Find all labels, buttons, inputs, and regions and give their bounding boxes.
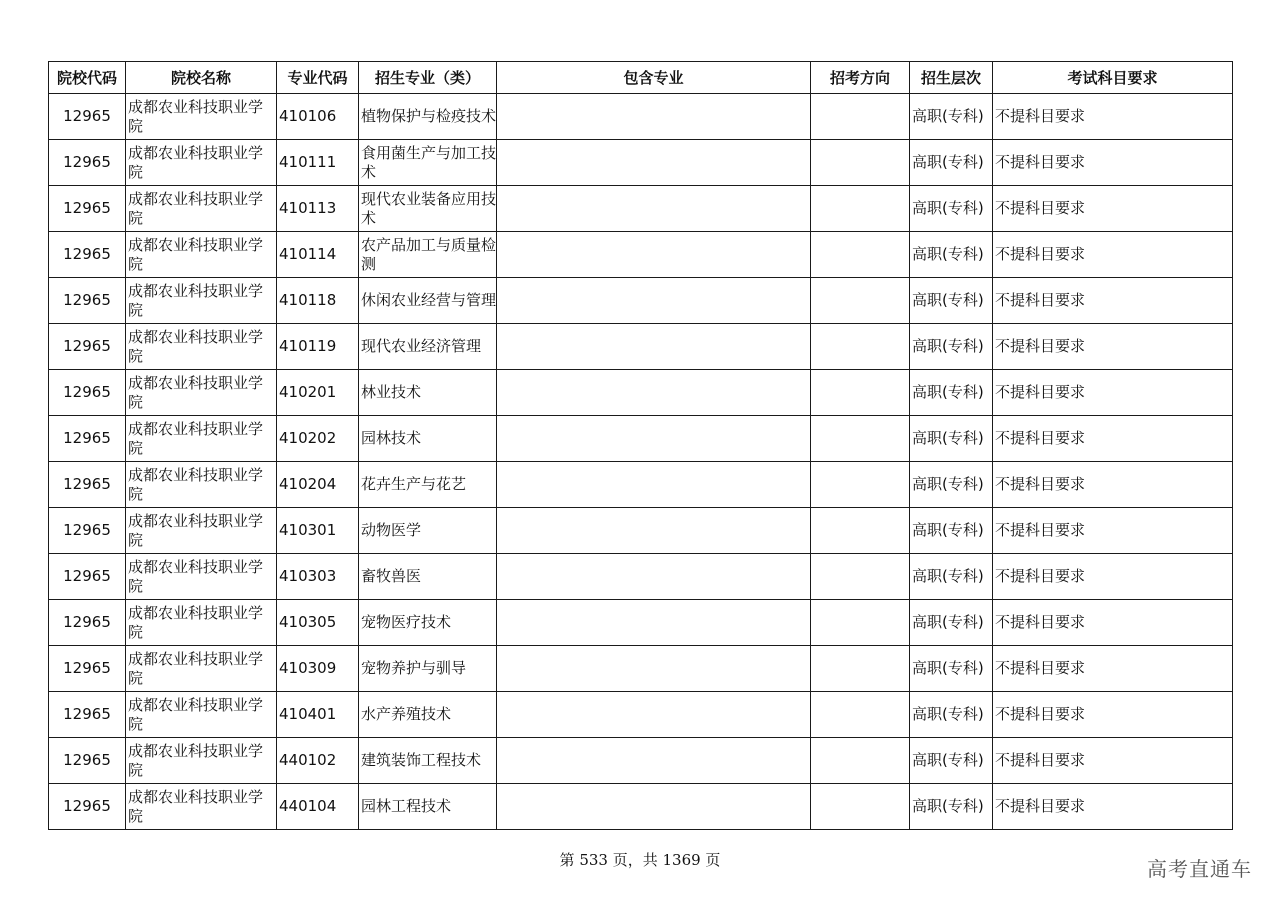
cell-school-code: 12965 [49,462,126,508]
header-school-code: 院校代码 [49,62,126,94]
table-row [49,186,1233,232]
cell-major-code: 410106 [277,94,359,140]
cell-major: 动物医学 [359,508,497,554]
cell-subject-requirements: 不提科目要求 [993,324,1233,370]
table-row [49,554,1233,600]
table-row [49,370,1233,416]
table-row [49,692,1233,738]
cell-school-name: 成都农业科技职业学院 [126,784,277,830]
cell-level: 高职(专科) [910,416,993,462]
cell-direction [811,416,910,462]
cell-school-code: 12965 [49,416,126,462]
cell-included-majors [497,508,811,554]
watermark: 高考直通车 [1147,857,1252,881]
cell-level: 高职(专科) [910,554,993,600]
table-row [49,232,1233,278]
cell-direction [811,554,910,600]
cell-subject-requirements: 不提科目要求 [993,692,1233,738]
cell-school-name: 成都农业科技职业学院 [126,186,277,232]
cell-included-majors [497,278,811,324]
cell-direction [811,186,910,232]
cell-school-code: 12965 [49,692,126,738]
cell-included-majors [497,646,811,692]
cell-school-name: 成都农业科技职业学院 [126,738,277,784]
cell-school-name: 成都农业科技职业学院 [126,278,277,324]
cell-level: 高职(专科) [910,784,993,830]
cell-major: 畜牧兽医 [359,554,497,600]
header-school-name: 院校名称 [126,62,277,94]
cell-school-name: 成都农业科技职业学院 [126,370,277,416]
cell-school-code: 12965 [49,186,126,232]
cell-school-name: 成都农业科技职业学院 [126,94,277,140]
cell-school-name: 成都农业科技职业学院 [126,692,277,738]
cell-subject-requirements: 不提科目要求 [993,554,1233,600]
cell-included-majors [497,370,811,416]
header-level: 招生层次 [910,62,993,94]
cell-major-code: 410202 [277,416,359,462]
cell-major: 现代农业经济管理 [359,324,497,370]
cell-direction [811,462,910,508]
cell-school-code: 12965 [49,278,126,324]
cell-subject-requirements: 不提科目要求 [993,784,1233,830]
cell-direction [811,738,910,784]
cell-subject-requirements: 不提科目要求 [993,600,1233,646]
header-subject-requirements: 考试科目要求 [993,62,1233,94]
cell-major: 农产品加工与质量检测 [359,232,497,278]
cell-direction [811,646,910,692]
cell-school-code: 12965 [49,94,126,140]
cell-major: 食用菌生产与加工技术 [359,140,497,186]
cell-school-name: 成都农业科技职业学院 [126,140,277,186]
cell-major: 植物保护与检疫技术 [359,94,497,140]
cell-school-code: 12965 [49,508,126,554]
cell-school-code: 12965 [49,554,126,600]
cell-included-majors [497,232,811,278]
cell-major: 建筑装饰工程技术 [359,738,497,784]
cell-subject-requirements: 不提科目要求 [993,140,1233,186]
cell-level: 高职(专科) [910,94,993,140]
header-major: 招生专业（类） [359,62,497,94]
cell-major: 宠物医疗技术 [359,600,497,646]
cell-direction [811,278,910,324]
table-row [49,324,1233,370]
cell-school-name: 成都农业科技职业学院 [126,508,277,554]
cell-major: 现代农业装备应用技术 [359,186,497,232]
cell-included-majors [497,462,811,508]
cell-included-majors [497,554,811,600]
cell-subject-requirements: 不提科目要求 [993,186,1233,232]
cell-direction [811,232,910,278]
cell-school-code: 12965 [49,784,126,830]
cell-school-code: 12965 [49,232,126,278]
cell-direction [811,692,910,738]
cell-level: 高职(专科) [910,324,993,370]
cell-direction [811,600,910,646]
cell-school-name: 成都农业科技职业学院 [126,554,277,600]
cell-school-code: 12965 [49,738,126,784]
cell-direction [811,784,910,830]
cell-major-code: 410204 [277,462,359,508]
cell-level: 高职(专科) [910,140,993,186]
cell-subject-requirements: 不提科目要求 [993,508,1233,554]
cell-subject-requirements: 不提科目要求 [993,94,1233,140]
cell-major-code: 410309 [277,646,359,692]
cell-school-name: 成都农业科技职业学院 [126,646,277,692]
cell-school-code: 12965 [49,370,126,416]
cell-level: 高职(专科) [910,738,993,784]
table-row [49,646,1233,692]
page-number: 第 533 页，共 1369 页 [559,851,721,869]
cell-major-code: 410301 [277,508,359,554]
admissions-table [48,61,1233,830]
cell-school-code: 12965 [49,140,126,186]
cell-level: 高职(专科) [910,508,993,554]
cell-school-name: 成都农业科技职业学院 [126,324,277,370]
cell-school-name: 成都农业科技职业学院 [126,600,277,646]
cell-subject-requirements: 不提科目要求 [993,232,1233,278]
cell-direction [811,94,910,140]
header-major-code: 专业代码 [277,62,359,94]
cell-direction [811,508,910,554]
cell-included-majors [497,600,811,646]
cell-included-majors [497,738,811,784]
cell-major-code: 410401 [277,692,359,738]
cell-major-code: 410114 [277,232,359,278]
cell-school-code: 12965 [49,646,126,692]
header-included-majors: 包含专业 [497,62,811,94]
cell-major-code: 410305 [277,600,359,646]
cell-school-name: 成都农业科技职业学院 [126,416,277,462]
cell-subject-requirements: 不提科目要求 [993,646,1233,692]
cell-school-name: 成都农业科技职业学院 [126,462,277,508]
table-row [49,600,1233,646]
cell-level: 高职(专科) [910,370,993,416]
cell-major: 花卉生产与花艺 [359,462,497,508]
cell-subject-requirements: 不提科目要求 [993,370,1233,416]
cell-level: 高职(专科) [910,692,993,738]
cell-major: 休闲农业经营与管理 [359,278,497,324]
cell-major: 宠物养护与驯导 [359,646,497,692]
cell-level: 高职(专科) [910,600,993,646]
table-row [49,140,1233,186]
cell-major-code: 440102 [277,738,359,784]
cell-major-code: 410201 [277,370,359,416]
cell-major-code: 410111 [277,140,359,186]
cell-major: 园林工程技术 [359,784,497,830]
table-row [49,416,1233,462]
cell-included-majors [497,324,811,370]
table-row [49,278,1233,324]
cell-school-code: 12965 [49,600,126,646]
cell-major-code: 440104 [277,784,359,830]
cell-included-majors [497,94,811,140]
cell-school-code: 12965 [49,324,126,370]
table-row [49,94,1233,140]
table-row [49,784,1233,830]
cell-major-code: 410113 [277,186,359,232]
cell-level: 高职(专科) [910,278,993,324]
table-body [49,94,1233,830]
cell-subject-requirements: 不提科目要求 [993,278,1233,324]
cell-level: 高职(专科) [910,232,993,278]
cell-direction [811,324,910,370]
cell-subject-requirements: 不提科目要求 [993,462,1233,508]
cell-major-code: 410118 [277,278,359,324]
cell-subject-requirements: 不提科目要求 [993,416,1233,462]
cell-level: 高职(专科) [910,186,993,232]
cell-subject-requirements: 不提科目要求 [993,738,1233,784]
table-header-row [49,62,1233,94]
cell-included-majors [497,692,811,738]
cell-direction [811,140,910,186]
cell-included-majors [497,186,811,232]
admissions-table-container [48,61,1232,830]
cell-included-majors [497,784,811,830]
cell-direction [811,370,910,416]
cell-included-majors [497,140,811,186]
cell-major: 水产养殖技术 [359,692,497,738]
cell-major-code: 410119 [277,324,359,370]
header-direction: 招考方向 [811,62,910,94]
cell-major: 林业技术 [359,370,497,416]
table-row [49,738,1233,784]
cell-major-code: 410303 [277,554,359,600]
cell-level: 高职(专科) [910,646,993,692]
cell-major: 园林技术 [359,416,497,462]
cell-level: 高职(专科) [910,462,993,508]
table-row [49,508,1233,554]
cell-school-name: 成都农业科技职业学院 [126,232,277,278]
cell-included-majors [497,416,811,462]
table-row [49,462,1233,508]
